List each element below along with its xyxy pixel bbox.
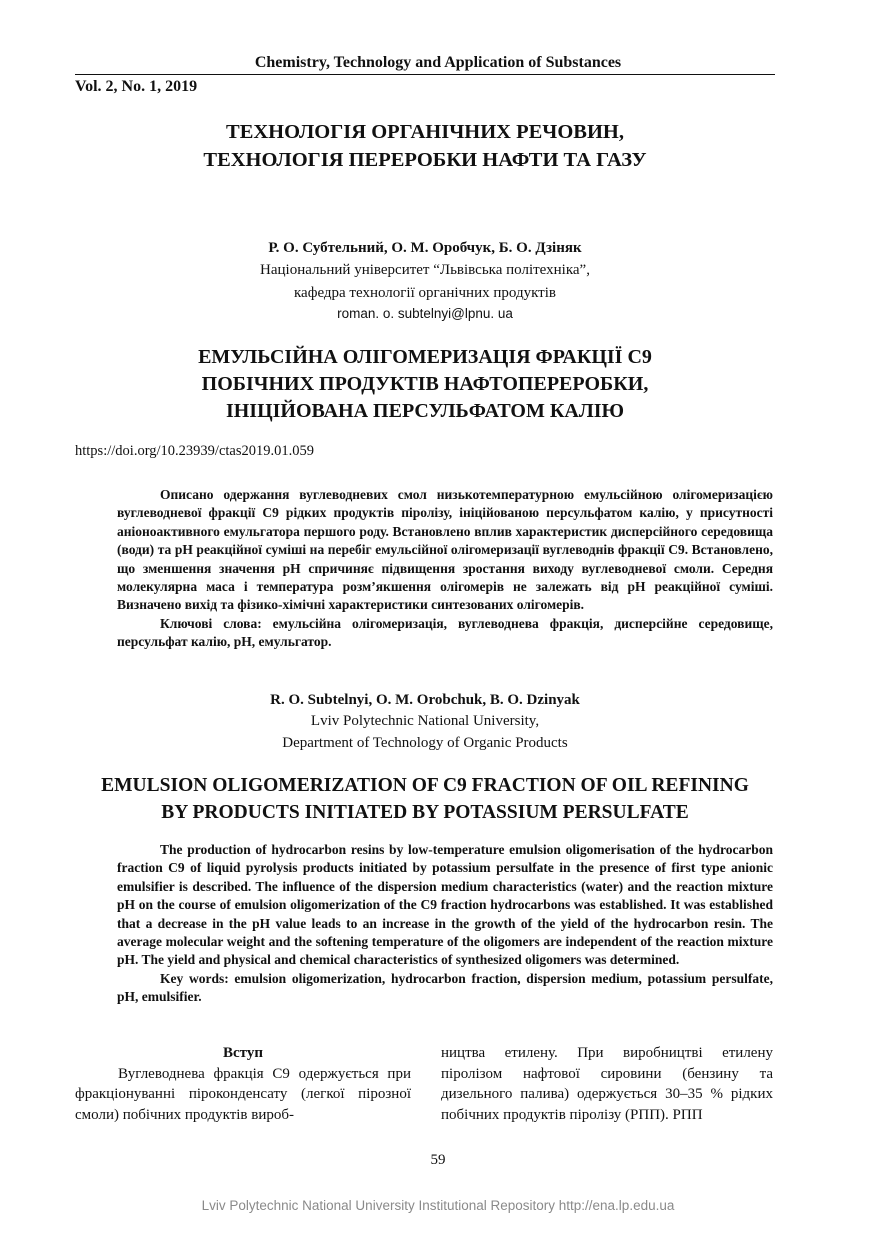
- abstract-ua: [117, 486, 773, 652]
- doi-link[interactable]: https://doi.org/10.23939/ctas2019.01.059: [75, 443, 314, 459]
- abstract-en: [117, 841, 773, 1007]
- keywords-en: Key words: emulsion oligomerization, hydrocarbon fraction, dispersion medium, potassium persulfate, pH, emulsifier.: [117, 970, 773, 1005]
- intro-left-text: Вуглеводнева фракція С9 одержується при фракціонуванні піроконденсату (легкої пірозної смоли) побічних продуктів вироб-: [75, 1065, 411, 1123]
- section-title: [75, 118, 775, 174]
- section-title-line2: ТЕХНОЛОГІЯ ПЕРЕРОБКИ НАФТИ ТА ГАЗУ: [203, 149, 647, 171]
- affiliation-en-line2: Department of Technology of Organic Products: [282, 735, 568, 751]
- article-title-ua-line3: ІНІЦІЙОВАНА ПЕРСУЛЬФАТОМ КАЛІЮ: [225, 400, 625, 422]
- volume-info: Vol. 2, No. 1, 2019: [75, 78, 198, 95]
- keywords-ua: Ключові слова: емульсійна олігомеризація, вуглеводнева фракція, дисперсійне середовище, персульфат калію, рН, емульгатор.: [117, 615, 773, 650]
- journal-name: Chemistry, Technology and Application of Substances: [254, 54, 622, 71]
- affiliation-en-line1: Lviv Polytechnic National University,: [310, 713, 540, 729]
- abstract-en-text: The production of hydrocarbon resins by low-temperature emulsion oligomerisation of the hydrocarbon fraction C9 of liquid pyrolysis products initiated by potassium persulfate in the presence of first type anionic emulsifier is described. The influence of the dispersion medium characteristics (water) and the reaction mixture pH on the course of emulsion oligomerization of the C9 fraction hydrocarbons was established. It was established that a decrease in the pH value leads to an increase in the growth of the yield of the hydrocarbon resin. The average molecular weight and the softening temperature of the oligomers are independent of the reaction mixture pH. The yield and physical and chemical characteristics of synthesized oligomers was determined.: [117, 842, 773, 968]
- page-number: 59: [430, 1152, 446, 1168]
- repository-footer: Lviv Polytechnic National University Institutional Repository http://ena.lp.edu.ua: [201, 1198, 675, 1213]
- affiliation-ua-line1: Національний університет “Львівська політехніка”,: [260, 262, 590, 278]
- abstract-ua-text: Описано одержання вуглеводневих смол низькотемпературною емульсійною олігомеризацією вуглеводневої фракції С9 рідких продуктів піролізу, ініційованою персульфатом калію, у присутності аніоноактивного емульгатора першого роду. Встановлено вплив характеристик дисперсійного середовища (води) та рН реакційної суміші на перебіг емульсійної олігомеризації вуглеводнів фракції С9. Встановлено, що зменшення значення рН спричиняє підвищення зростання виходу вуглеводневої смоли. Середня молекулярна маса і температура розм’якшення олігомерів не залежать від рН реакційної суміші. Визначено вихід та фізико-хімічні характеристики синтезованих олігомерів.: [117, 487, 773, 613]
- intro-heading: Вступ: [223, 1045, 263, 1061]
- intro-right-column: [441, 1043, 773, 1125]
- article-title-ua-line2: ПОБІЧНИХ ПРОДУКТІВ НАФТОПЕРЕРОБКИ,: [201, 373, 649, 395]
- intro-left-column: [75, 1043, 411, 1125]
- article-title-ua-line1: ЕМУЛЬСІЙНА ОЛІГОМЕРИЗАЦІЯ ФРАКЦІЇ С9: [198, 346, 652, 368]
- authors-ua: Р. О. Субтельний, О. М. Оробчук, Б. О. Дзіняк: [268, 240, 582, 256]
- affiliation-ua-line2: кафедра технології органічних продуктів: [294, 285, 556, 301]
- article-title-en-line1: EMULSION OLIGOMERIZATION OF C9 FRACTION OF OIL REFINING: [101, 775, 749, 796]
- author-email[interactable]: roman. o. subtelnyi@lpnu. ua: [337, 306, 513, 321]
- intro-right-text: ництва етилену. При виробництві етилену піролізом нафтової сировини (бензину та дизельного палива) одержується 30–35 % рідких побічних продуктів піролізу (РПП). РПП: [441, 1045, 773, 1123]
- article-title-en-line2: BY PRODUCTS INITIATED BY POTASSIUM PERSULFATE: [161, 802, 689, 823]
- header-rule: [75, 74, 775, 75]
- article-title-ua: [75, 344, 775, 425]
- section-title-line1: ТЕХНОЛОГІЯ ОРГАНІЧНИХ РЕЧОВИН,: [226, 121, 624, 143]
- authors-en: R. O. Subtelnyi, O. M. Orobchuk, B. O. Dzinyak: [270, 692, 580, 708]
- article-title-en: [75, 772, 775, 826]
